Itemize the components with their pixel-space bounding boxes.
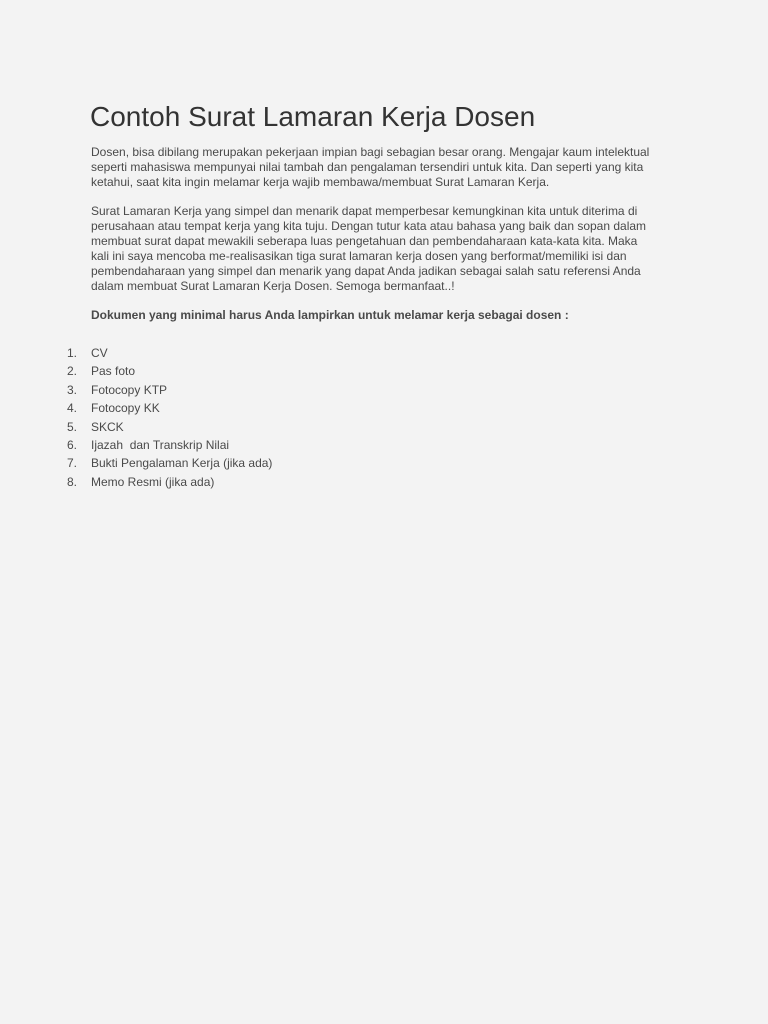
- list-item: [0, 344, 400, 362]
- list-item-number: 8.: [67, 474, 78, 489]
- list-item-number: 7.: [67, 456, 78, 471]
- list-item-number: 5.: [67, 419, 78, 434]
- paragraph-line: pembendaharaan yang simpel dan menarik yang dapat Anda jadikan sebagai salah satu referensi Anda: [91, 264, 641, 278]
- intro-paragraph: [91, 145, 691, 190]
- paragraph-line: seperti mahasiswa mempunyai nilai tambah dan pengalaman tersendiri untuk kita. Dan seperti yang kita: [91, 160, 644, 174]
- paragraph-line: perusahaan atau tempat kerja yang kita tuju. Dengan tutur kata atau bahasa yang baik dan sopan dalam: [91, 219, 647, 233]
- list-item-number: 3.: [67, 382, 78, 397]
- list-item-text: Pas foto: [91, 364, 136, 379]
- paragraph-line: Surat Lamaran Kerja yang simpel dan menarik dapat memperbesar kemungkinan kita untuk diterima di: [91, 204, 638, 218]
- list-item-text: Memo Resmi (jika ada): [91, 474, 215, 489]
- paragraph-line: ketahui, saat kita ingin melamar kerja wajib membawa/membuat Surat Lamaran Kerja.: [91, 175, 550, 189]
- list-item: [0, 454, 400, 472]
- list-item-number: 6.: [67, 437, 78, 452]
- paragraph-line: kali ini saya mencoba me-realisasikan tiga surat lamaran kerja dosen yang berformat/memiliki isi dan: [91, 249, 627, 263]
- document-title: Contoh Surat Lamaran Kerja Dosen: [90, 101, 536, 132]
- list-item-text: Bukti Pengalaman Kerja (jika ada): [91, 456, 273, 471]
- list-item-text: CV: [91, 346, 108, 360]
- required-documents-list: [0, 344, 400, 491]
- list-item-number: 1.: [67, 346, 78, 360]
- paragraph-line: Dosen, bisa dibilang merupakan pekerjaan impian bagi sebagian besar orang. Mengajar kaum intelektual: [91, 145, 650, 159]
- list-heading: Dokumen yang minimal harus Anda lampirkan untuk melamar kerja sebagai dosen :: [91, 308, 569, 322]
- list-item-text: SKCK: [91, 419, 124, 434]
- list-item: [0, 473, 400, 491]
- list-item: [0, 362, 400, 380]
- list-item-text: Fotocopy KTP: [91, 382, 168, 397]
- body-paragraph: [91, 204, 691, 294]
- list-item: [0, 399, 400, 417]
- list-item-text: Fotocopy KK: [91, 401, 160, 416]
- paragraph-line: dalam membuat Surat Lamaran Kerja Dosen. Semoga bermanfaat..!: [91, 279, 455, 293]
- paragraph-line: membuat surat dapat mewakili seberapa luas pengetahuan dan pembendaharaan kata-kata kita. Maka: [91, 234, 638, 248]
- list-item-number: 2.: [67, 364, 78, 379]
- list-item-number: 4.: [67, 401, 78, 416]
- list-item: [0, 381, 400, 399]
- list-item: [0, 418, 400, 436]
- list-item-text: Ijazah dan Transkrip Nilai: [91, 437, 230, 452]
- list-item: [0, 436, 400, 454]
